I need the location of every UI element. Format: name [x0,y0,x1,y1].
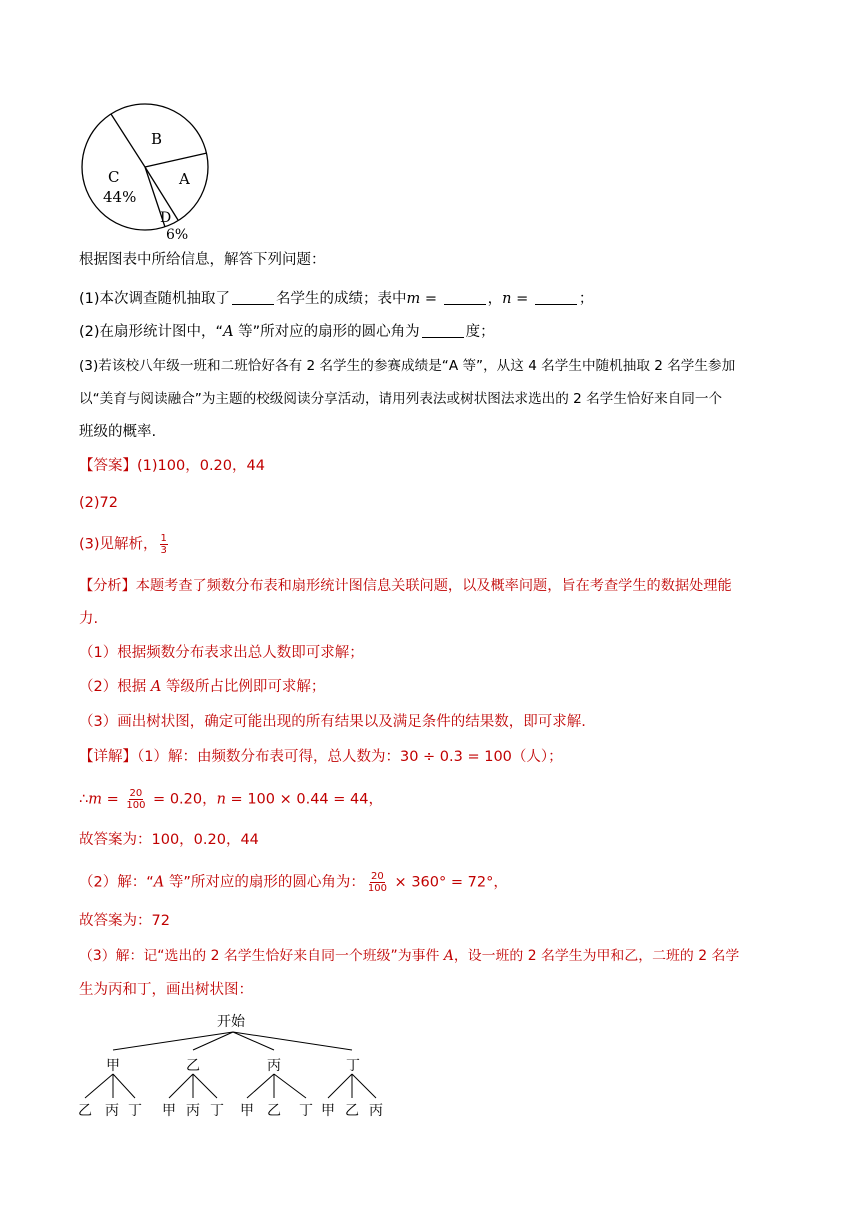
tree-edge-bing-1 [247,1074,274,1098]
detail-var-n: n [216,791,226,808]
answer-3-prefix: (3)见解析， [79,536,158,553]
question-part-2 [79,322,495,342]
detail-tag: 【详解】 [79,749,137,765]
question-part-1 [79,289,593,309]
answer-tag: 【答案】 [79,458,137,474]
detail-eq: = [101,791,124,808]
tree-node-bing: 丙 [267,1058,281,1074]
analysis-point-2 [79,677,325,697]
detail-m-value: = 0.20， [148,791,217,808]
pie-label-b: B [151,130,163,148]
tree-level2-edges [85,1074,376,1098]
pie-label-c-pct: 44% [103,188,137,206]
pie-label-c: C [108,168,120,186]
tree-leaf-ding-3: 丙 [369,1103,383,1119]
tree-diagram [70,1008,400,1120]
pie-label-d-pct: 6% [166,227,189,243]
detail-line-2 [79,788,383,811]
detail-line-4 [79,871,508,894]
detail-line-1 [79,747,563,767]
analysis-point-3: （3）画出树状图，确定可能出现的所有结果以及满足条件的结果数，即可求解. [79,714,586,730]
tree-leaf-yi-2: 丙 [186,1103,200,1119]
question-intro: 根据图表中所给信息，解答下列问题： [79,252,326,268]
q1-var-m: m [406,291,421,307]
tree-node-yi: 乙 [186,1058,200,1074]
question-part-3-line-3: 班级的概率. [79,424,157,440]
q1-end: ； [578,291,594,307]
q1-text-b: 名学生的成绩；表中 [276,291,407,307]
q2-blank-angle [422,323,464,338]
tree-node-jia: 甲 [106,1058,120,1074]
tree-edge-root-1 [113,1032,233,1050]
q1-sep: ， [487,291,503,307]
q1-blank-n [535,290,577,305]
detail-6-text-b: ，设一班的 2 名学生为甲和乙，二班的 2 名学 [453,948,740,964]
detail-4-text-b: 等”所对应的扇形的圆心角为： [164,874,365,891]
detail-fraction-angle [367,871,388,894]
question-part-3-line-2: 以“美育与阅读融合”为主题的校级阅读分享活动，请用列表法或树状图法求选出的 2 名学生恰好来自同一个 [79,391,723,407]
answer-3-fraction [160,533,168,556]
tree-leaf-bing-2: 乙 [267,1103,281,1119]
detail-6-text-a: （3）解：记“选出的 2 名学生恰好来自同一个班级”为事件 [79,948,444,964]
tree-edge-ding-1 [328,1074,352,1098]
analysis-text-1: 本题考查了频数分布表和扇形统计图信息关联问题，以及概率问题，旨在考查学生的数据处理能 [135,578,732,594]
pie-divider-bc [111,114,145,167]
answer-line-2: (2)72 [79,495,118,511]
tree-leaf-jia-1: 乙 [78,1103,92,1119]
analysis-2-text-b: 等级所占比例即可求解； [161,679,326,695]
q2-var-a: A [223,324,234,340]
q2-text-b: 等”所对应的扇形的圆心角为 [233,324,420,340]
tree-node-ding: 丁 [346,1058,360,1074]
answer-1: (1)100，0.20，44 [137,458,265,474]
analysis-2-text-a: （2）根据 [79,679,151,695]
question-part-3-line-1: (3)若该校八年级一班和二班恰好各有 2 名学生的参赛成绩是“A 等”，从这 4 名学生中随机抽取 2 名学生参加 [79,358,736,374]
detail-line-3: 故答案为：100，0.20，44 [79,832,259,848]
tree-leaf-yi-3: 丁 [210,1103,224,1119]
detail-fraction-angle-den: 100 [367,883,387,894]
q2-text-a: (2)在扇形统计图中，“ [79,324,224,340]
detail-angle-value: × 360° = 72°， [389,874,508,891]
pie-divider-ab [145,153,207,167]
tree-edge-ding-3 [352,1074,376,1098]
pie-label-d: D [160,210,172,226]
answer-3-numerator: 1 [160,533,167,544]
analysis-point-1: （1）根据频数分布表求出总人数即可求解； [79,645,364,661]
tree-edge-yi-3 [193,1074,217,1098]
q1-blank-m [444,290,486,305]
q1-eq-m: = [420,291,442,307]
detail-fraction-m-num: 20 [129,788,143,799]
detail-line-5: 故答案为：72 [79,913,170,929]
tree-leaf-bing-3: 丁 [299,1103,313,1119]
tree-edge-jia-3 [113,1074,135,1098]
detail-fraction-angle-num: 20 [371,871,384,882]
analysis-line-1 [79,576,732,596]
tree-root: 开始 [217,1014,245,1030]
detail-therefore: ∴ [79,791,89,808]
detail-fraction-m [125,788,146,811]
detail-var-m: m [88,791,102,808]
detail-fraction-m-den: 100 [126,800,146,811]
pie-chart [70,100,230,250]
answer-3-denominator: 3 [160,545,167,556]
q2-end: 度； [465,324,495,340]
tree-leaf-yi-1: 甲 [162,1103,176,1119]
detail-n-value: = 100 × 0.44 = 44， [225,791,383,808]
analysis-tag: 【分析】 [79,578,136,594]
detail-4-text-a: （2）解：“ [79,874,154,891]
detail-text-1: （1）解：由频数分布表可得，总人数为：30 ÷ 0.3 = 100（人）； [137,749,563,765]
analysis-line-2: 力. [79,611,99,627]
tree-leaf-ding-1: 甲 [321,1103,335,1119]
tree-leaf-jia-2: 丙 [105,1103,119,1119]
answer-line-1 [79,456,265,476]
q1-blank-total [232,290,274,305]
tree-leaf-bing-1: 甲 [240,1103,254,1119]
pie-label-a: A [179,170,190,188]
tree-leaf-jia-3: 丁 [128,1103,142,1119]
detail-line-7: 生为丙和丁，画出树状图： [79,982,253,998]
q1-eq-n: = [511,291,533,307]
q1-var-n: n [502,291,512,307]
detail-line-6 [79,946,739,966]
tree-edge-bing-3 [274,1074,306,1098]
q1-text-a: (1)本次调查随机抽取了 [79,291,231,307]
analysis-2-var-a: A [150,679,162,695]
tree-edge-yi-1 [169,1074,193,1098]
detail-6-var-a: A [443,948,454,964]
answer-line-3 [79,533,170,556]
detail-4-var-a: A [153,874,165,891]
tree-edge-jia-1 [85,1074,113,1098]
tree-leaf-ding-2: 乙 [345,1103,359,1119]
tree-edge-root-4 [233,1032,352,1050]
